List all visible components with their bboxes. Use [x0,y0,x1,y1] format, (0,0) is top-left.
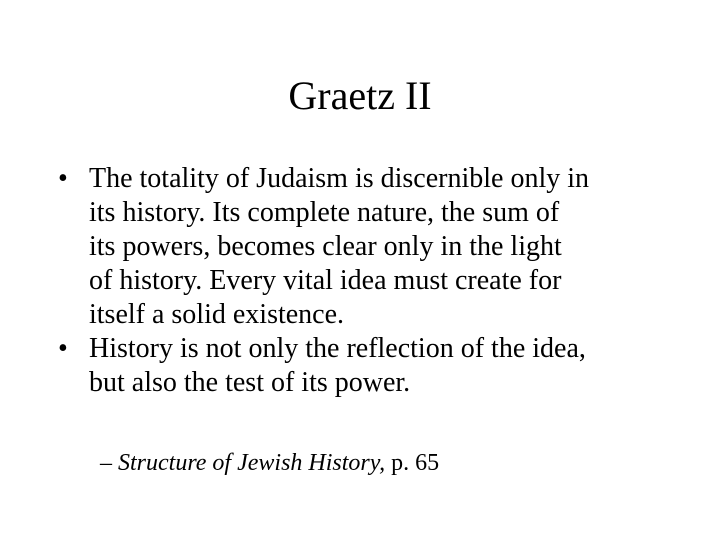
bullet-icon: • [58,163,68,194]
bullet-item-1 [56,162,696,332]
bullet-1-line-5: itself a solid existence. [89,299,345,330]
citation-page: p. 65 [385,450,440,476]
citation-dash: – [100,450,118,476]
bullet-1-line-1: The totality of Judaism is discernible only in [89,163,590,194]
bullet-1-line-3: its powers, becomes clear only in the light [89,231,562,262]
bullet-2-line-2: but also the test of its power. [89,367,411,398]
bullet-list [56,162,696,400]
bullet-icon: • [58,333,68,364]
bullet-2-line-1: History is not only the reflection of the idea, [89,333,586,364]
citation-book-title: Structure of Jewish History, [118,450,386,476]
slide-title: Graetz II [288,73,432,118]
bullet-item-2 [56,332,696,400]
bullet-1-line-4: of history. Every vital idea must create for [89,265,562,296]
bullet-1-line-2: its history. Its complete nature, the sum of [89,197,560,228]
citation [100,446,439,480]
